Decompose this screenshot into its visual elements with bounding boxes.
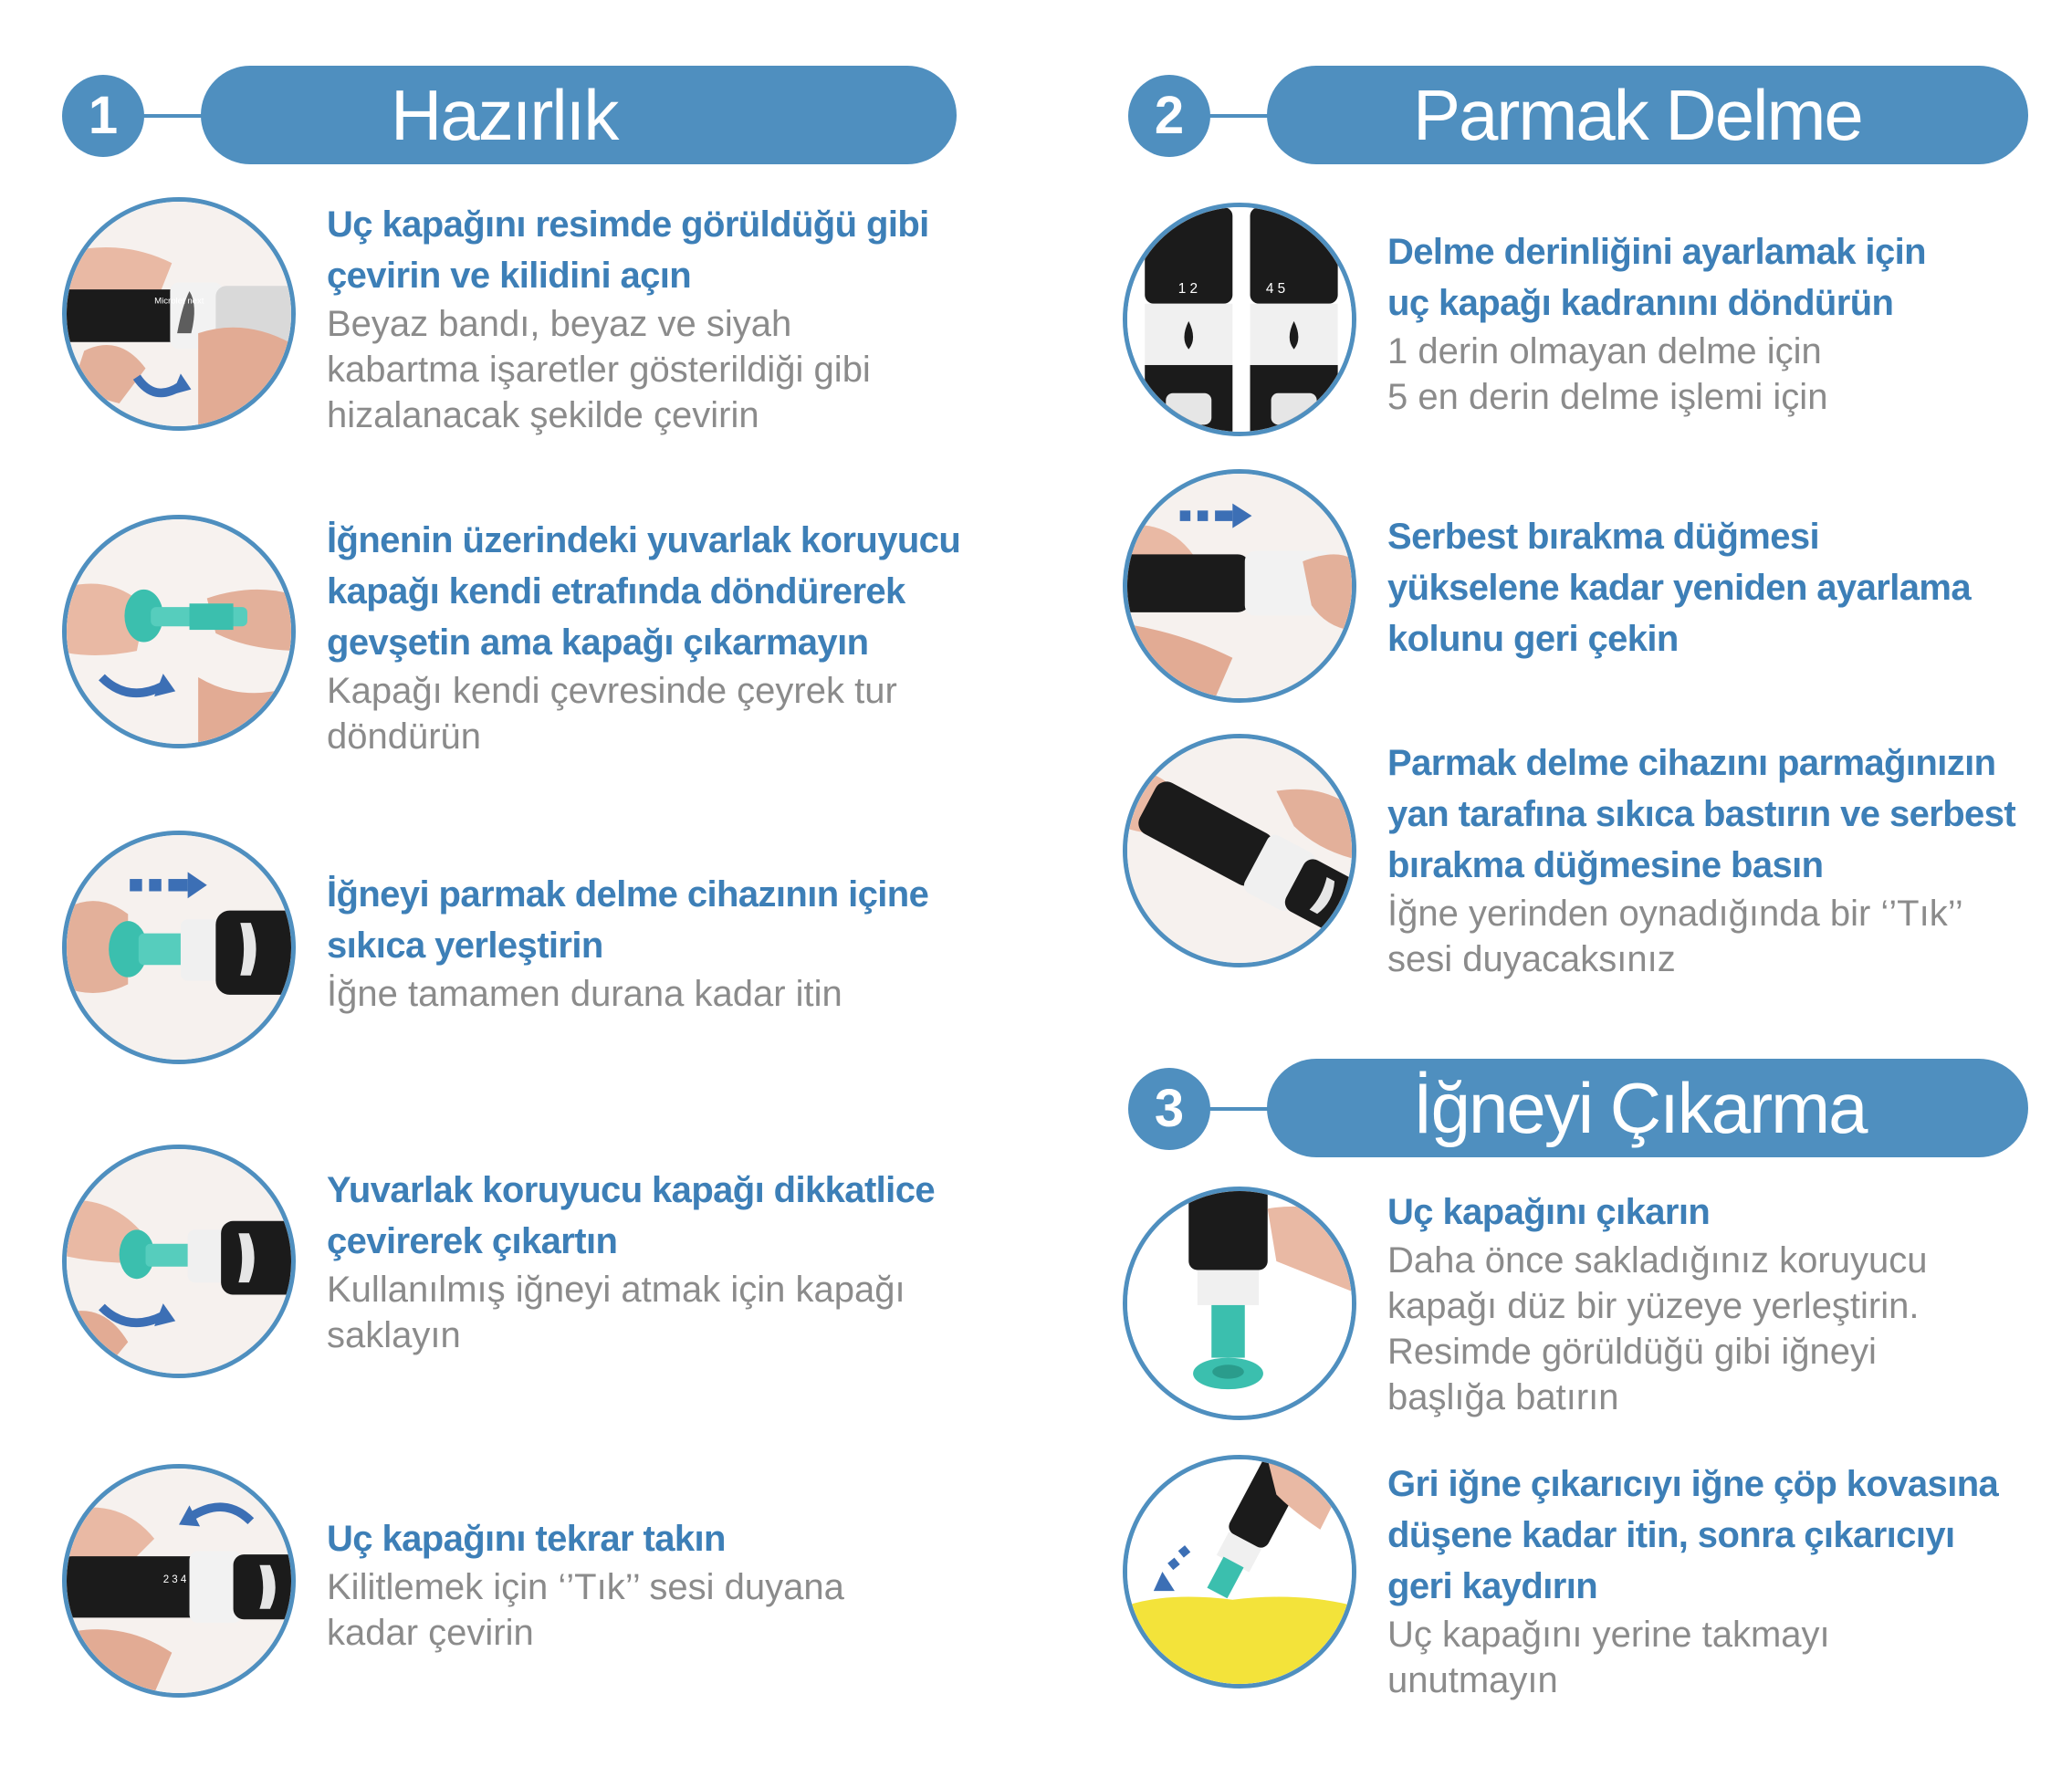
step-1-3-heading: İğneyi parmak delme cihazının içine sıkıca yerleştirin <box>327 874 929 966</box>
section-3-title: İğneyi Çıkarma <box>1267 1059 2028 1157</box>
step-3-1-image <box>1123 1187 1356 1420</box>
step-2-1-text <box>1387 226 1926 420</box>
press-release-illustration <box>1127 738 1352 963</box>
section-2-connector <box>1209 114 1271 118</box>
step-3-2-heading: Gri iğne çıkarıcıyı iğne çöp kovasına düşene kadar itin, sonra çıkarıcıyı geri kaydırın <box>1387 1464 1999 1606</box>
step-1-2-description: Kapağı kendi çevresinde çeyrek tur döndürün <box>327 671 897 757</box>
step-2-3-text <box>1387 737 2015 982</box>
dial-numbers: 2 3 4 <box>162 1574 187 1585</box>
step-1-4-text <box>327 1165 935 1358</box>
section-2-header <box>1128 66 2041 166</box>
eject-needle-illustration <box>1127 1459 1352 1684</box>
step-1-5-description: Kilitlemek için ‘’Tık’’ sesi duyana kadar çevirin <box>327 1567 844 1653</box>
step-2-1-heading: Delme derinliğini ayarlamak için uç kapağı kadranını döndürün <box>1387 232 1926 323</box>
step-2-3-description: İğne yerinden oynadığında bir ‘’Tık’’ sesi duyacaksınız <box>1387 894 1963 979</box>
section-3-number: 3 <box>1128 1068 1210 1150</box>
section-1-header <box>62 66 957 166</box>
step-1-4-heading: Yuvarlak koruyucu kapağı dikkatlice çevirerek çıkartın <box>327 1170 935 1261</box>
step-2-3-heading: Parmak delme cihazını parmağınızın yan tarafına sıkıca bastırın ve serbest bırakma düğmesine basın <box>1387 743 2016 885</box>
step-2-1-image <box>1123 203 1356 436</box>
step-1-3-image <box>62 831 296 1064</box>
dial-numbers: Microlet next <box>154 296 204 307</box>
dial-numbers-shallow: 1 2 <box>1177 281 1198 298</box>
section-3-header <box>1128 1059 2041 1159</box>
needle-into-cap-illustration <box>1127 1191 1352 1416</box>
cap-removal-illustration <box>67 1149 291 1374</box>
step-1-1-heading: Uç kapağını resimde görüldüğü gibi çevirin ve kilidini açın <box>327 204 929 296</box>
section-1-connector <box>142 114 204 118</box>
step-2-2-image <box>1123 469 1356 703</box>
step-3-2-image <box>1123 1455 1356 1689</box>
step-1-2-text <box>327 515 960 759</box>
reset-lever-illustration <box>1127 474 1352 698</box>
step-1-1-text <box>327 199 929 438</box>
step-3-2-description: Uç kapağını yerine takmayı unutmayın <box>1387 1615 1830 1700</box>
step-1-3-text <box>327 869 928 1017</box>
dial-numbers-deep: 4 5 <box>1265 281 1286 298</box>
section-1-title: Hazırlık <box>201 66 957 164</box>
lancet-cap-unlock-illustration <box>67 202 291 426</box>
needle-cap-twist-illustration <box>67 519 291 744</box>
needle-insert-illustration <box>67 835 291 1060</box>
section-3-connector <box>1209 1107 1271 1111</box>
step-3-1-text <box>1387 1187 1927 1420</box>
cap-reattach-illustration <box>67 1469 291 1693</box>
step-1-2-image <box>62 515 296 748</box>
step-3-2-text <box>1387 1459 1998 1703</box>
step-2-1-description: 1 derin olmayan delme için 5 en derin delme işlemi için <box>1387 331 1828 417</box>
step-2-2-text <box>1387 511 1971 664</box>
step-1-4-image <box>62 1145 296 1378</box>
step-1-5-text <box>327 1513 844 1656</box>
step-1-4-description: Kullanılmış iğneyi atmak için kapağı saklayın <box>327 1270 905 1355</box>
step-1-1-description: Beyaz bandı, beyaz ve siyah kabartma işaretler gösterildiği gibi hizalanacak şekilde çevirin <box>327 304 871 435</box>
step-3-1-description: Daha önce sakladığınız koruyucu kapağı düz bir yüzeye yerleştirin. Resimde görüldüğü gibi iğneyi başlığa batırın <box>1387 1240 1928 1417</box>
depth-dial-illustration <box>1127 207 1352 432</box>
step-1-5-image <box>62 1464 296 1698</box>
step-1-1-image <box>62 197 296 431</box>
section-2-number: 2 <box>1128 75 1210 157</box>
section-1-number: 1 <box>62 75 144 157</box>
step-2-2-heading: Serbest bırakma düğmesi yükselene kadar yeniden ayarlama kolunu geri çekin <box>1387 517 1971 659</box>
step-1-5-heading: Uç kapağını tekrar takın <box>327 1519 726 1559</box>
step-1-3-description: İğne tamamen durana kadar itin <box>327 974 842 1014</box>
step-2-3-image <box>1123 734 1356 967</box>
step-3-1-heading: Uç kapağını çıkarın <box>1387 1192 1711 1232</box>
step-1-2-heading: İğnenin üzerindeki yuvarlak koruyucu kapağı kendi etrafında döndürerek gevşetin ama kapağı çıkarmayın <box>327 520 961 663</box>
section-2-title: Parmak Delme <box>1267 66 2028 164</box>
